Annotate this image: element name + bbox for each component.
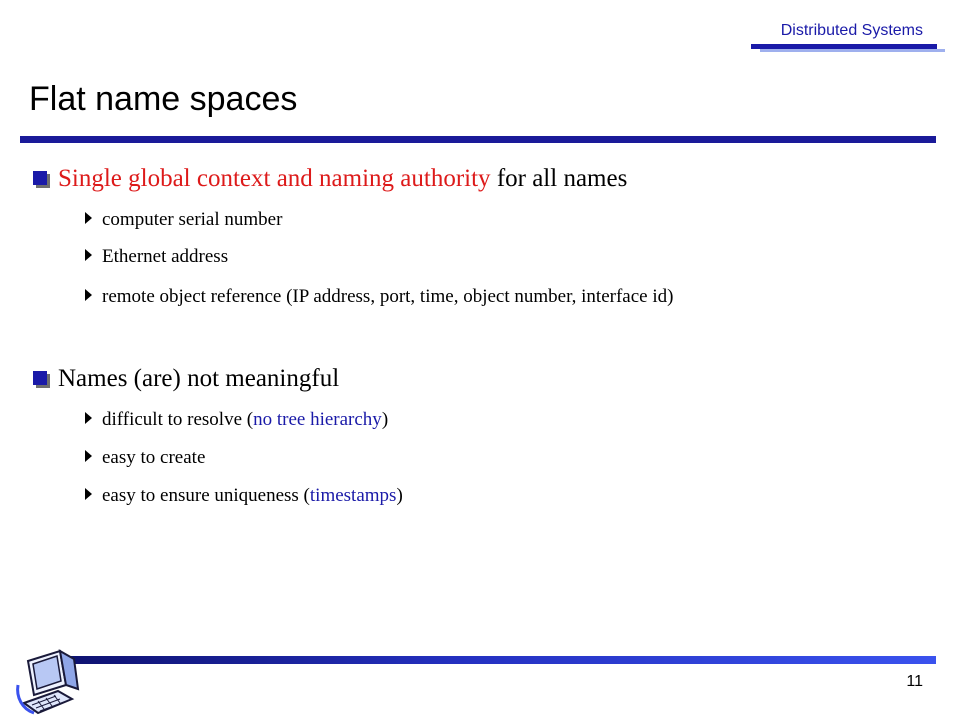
section-2-text: Names (are) not meaningful [58,365,340,392]
arrow-bullet-icon [85,488,92,500]
sub-bullet [85,408,388,432]
sub-bullet-text: ) [381,409,389,430]
sub-bullet [85,285,673,309]
sub-bullet-text: difficult to resolve ( [102,409,254,430]
sub-bullet-highlight: no tree hierarchy [253,409,382,430]
section-1-rest: for all names [490,165,628,192]
sub-bullet [85,208,282,232]
arrow-bullet-icon [85,412,92,424]
header-underline-shadow [760,49,945,52]
footer-divider [66,656,936,664]
arrow-bullet-icon [85,450,92,462]
arrow-bullet-icon [85,212,92,224]
sub-bullet-highlight: timestamps [309,485,397,506]
square-bullet-icon [33,171,47,185]
computer-icon [14,645,84,715]
course-header-label: Distributed Systems [780,22,923,39]
square-bullet-icon [33,371,47,385]
arrow-bullet-icon [85,289,92,301]
sub-bullet-text: easy to create [102,447,206,468]
sub-bullet-text: Ethernet address [102,246,229,267]
section-1-highlight: Single global context and naming authority [58,165,491,192]
sub-bullet [85,245,228,269]
sub-bullet-text: easy to ensure uniqueness ( [102,485,310,506]
title-divider [20,136,936,143]
sub-bullet-text: remote object reference (IP address, port, time, object number, interface id) [102,286,674,307]
arrow-bullet-icon [85,249,92,261]
sub-bullet [85,484,403,508]
section-1-bullet [33,164,627,194]
sub-bullet-text: ) [396,485,403,506]
sub-bullet-text: computer serial number [102,209,283,230]
section-2-bullet [33,364,339,394]
slide-title: Flat name spaces [29,80,298,118]
page-number: 11 [906,673,923,690]
sub-bullet [85,446,205,470]
